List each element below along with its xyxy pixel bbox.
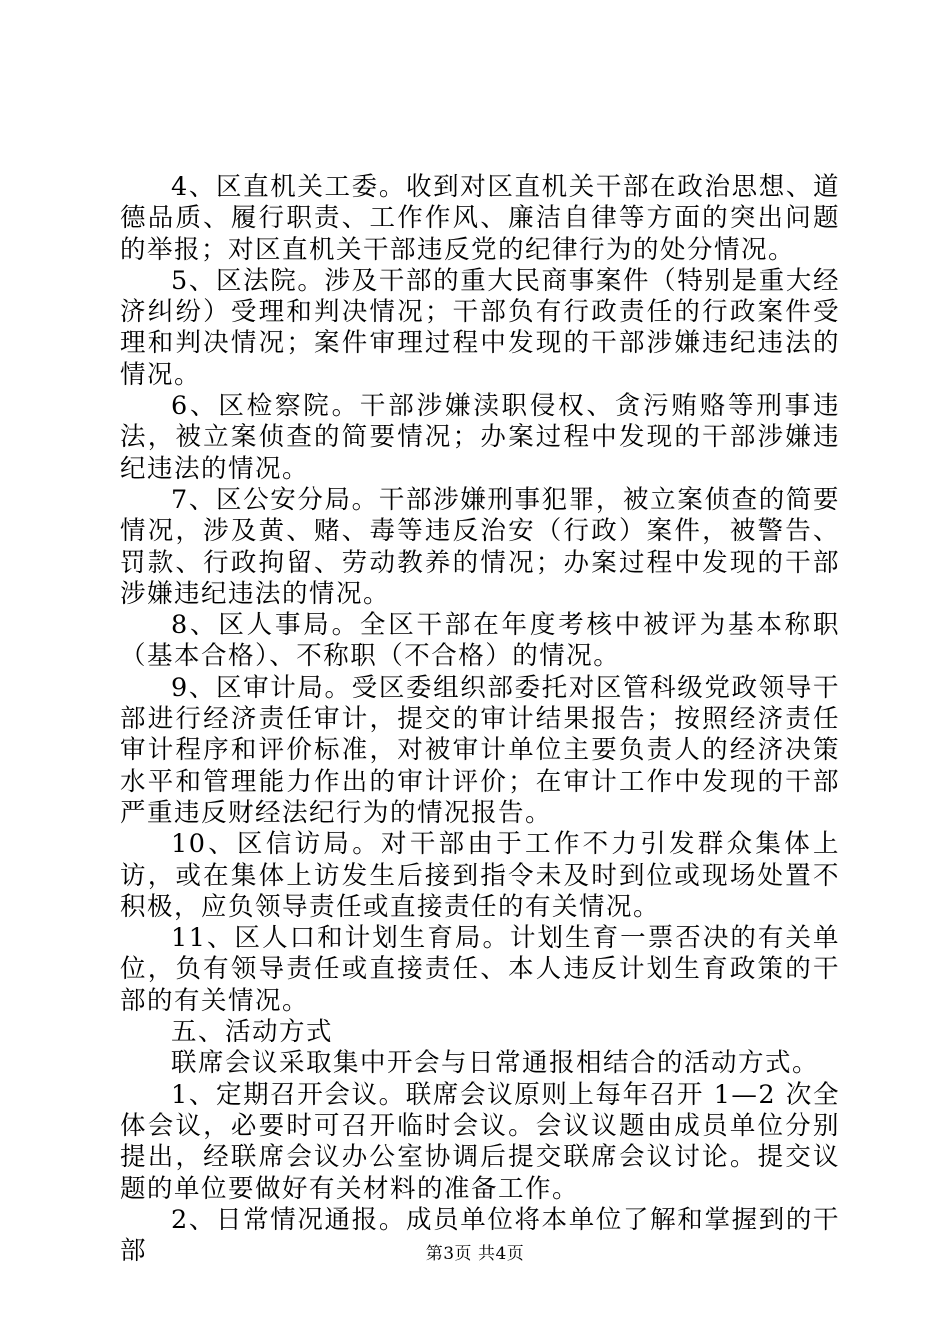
paragraph-item-11-family-planning: 11、区人口和计划生育局。计划生育一票否决的有关单位，负有领导责任或直接责任、本人违反计划生育政策的干部的有关情况。 xyxy=(120,923,840,1016)
paragraph-item-6-procuratorate: 6、区检察院。干部涉嫌渎职侵权、贪污贿赂等刑事违法，被立案侦查的简要情况；办案过程中发现的干部涉嫌违纪违法的情况。 xyxy=(120,391,840,484)
page-number-footer: 第3页 共4页 xyxy=(425,1244,525,1264)
paragraph-item-8-personnel-bureau: 8、区人事局。全区干部在年度考核中被评为基本称职（基本合格）、不称职（不合格）的情况。 xyxy=(120,610,840,672)
section-heading-activity-methods: 五、活动方式 xyxy=(171,1017,334,1048)
paragraph-activity-intro: 联席会议采取集中开会与日常通报相结合的活动方式。 xyxy=(171,1048,820,1079)
paragraph-item-10-petition-bureau: 10、区信访局。对干部由于工作不力引发群众集体上访，或在集体上访发生后接到指令未及时到位或现场处置不积极，应负领导责任或直接责任的有关情况。 xyxy=(120,829,840,922)
paragraph-item-9-audit-bureau: 9、区审计局。受区委组织部委托对区管科级党政领导干部进行经济责任审计，提交的审计结果报告；按照经济责任审计程序和评价标准，对被审计单位主要负责人的经济决策水平和管理能力作出的审计评价；在审计工作中发现的干部严重违反财经法纪行为的情况报告。 xyxy=(120,672,840,828)
paragraph-item-4-district-organs-committee: 4、区直机关工委。收到对区直机关干部在政治思想、道德品质、履行职责、工作作风、廉洁自律等方面的突出问题的举报；对区直机关干部违反党的纪律行为的处分情况。 xyxy=(120,172,840,265)
document-body xyxy=(120,172,840,1267)
paragraph-daily-reporting: 2、日常情况通报。成员单位将本单位了解和掌握到的干部 xyxy=(120,1204,840,1267)
paragraph-item-7-public-security: 7、区公安分局。干部涉嫌刑事犯罪，被立案侦查的简要情况，涉及黄、赌、毒等违反治安（行政）案件，被警告、罚款、行政拘留、劳动教养的情况；办案过程中发现的干部涉嫌违纪违法的情况。 xyxy=(120,484,840,609)
paragraph-regular-meetings: 1、定期召开会议。联席会议原则上每年召开 1—2 次全体会议，必要时可召开临时会议。会议议题由成员单位分别提出，经联席会议办公室协调后提交联席会议讨论。提交议题的单位要做好有关材料的准备工作。 xyxy=(120,1079,840,1204)
paragraph-item-5-district-court: 5、区法院。涉及干部的重大民商事案件（特别是重大经济纠纷）受理和判决情况；干部负有行政责任的行政案件受理和判决情况；案件审理过程中发现的干部涉嫌违纪违法的情况。 xyxy=(120,265,840,390)
